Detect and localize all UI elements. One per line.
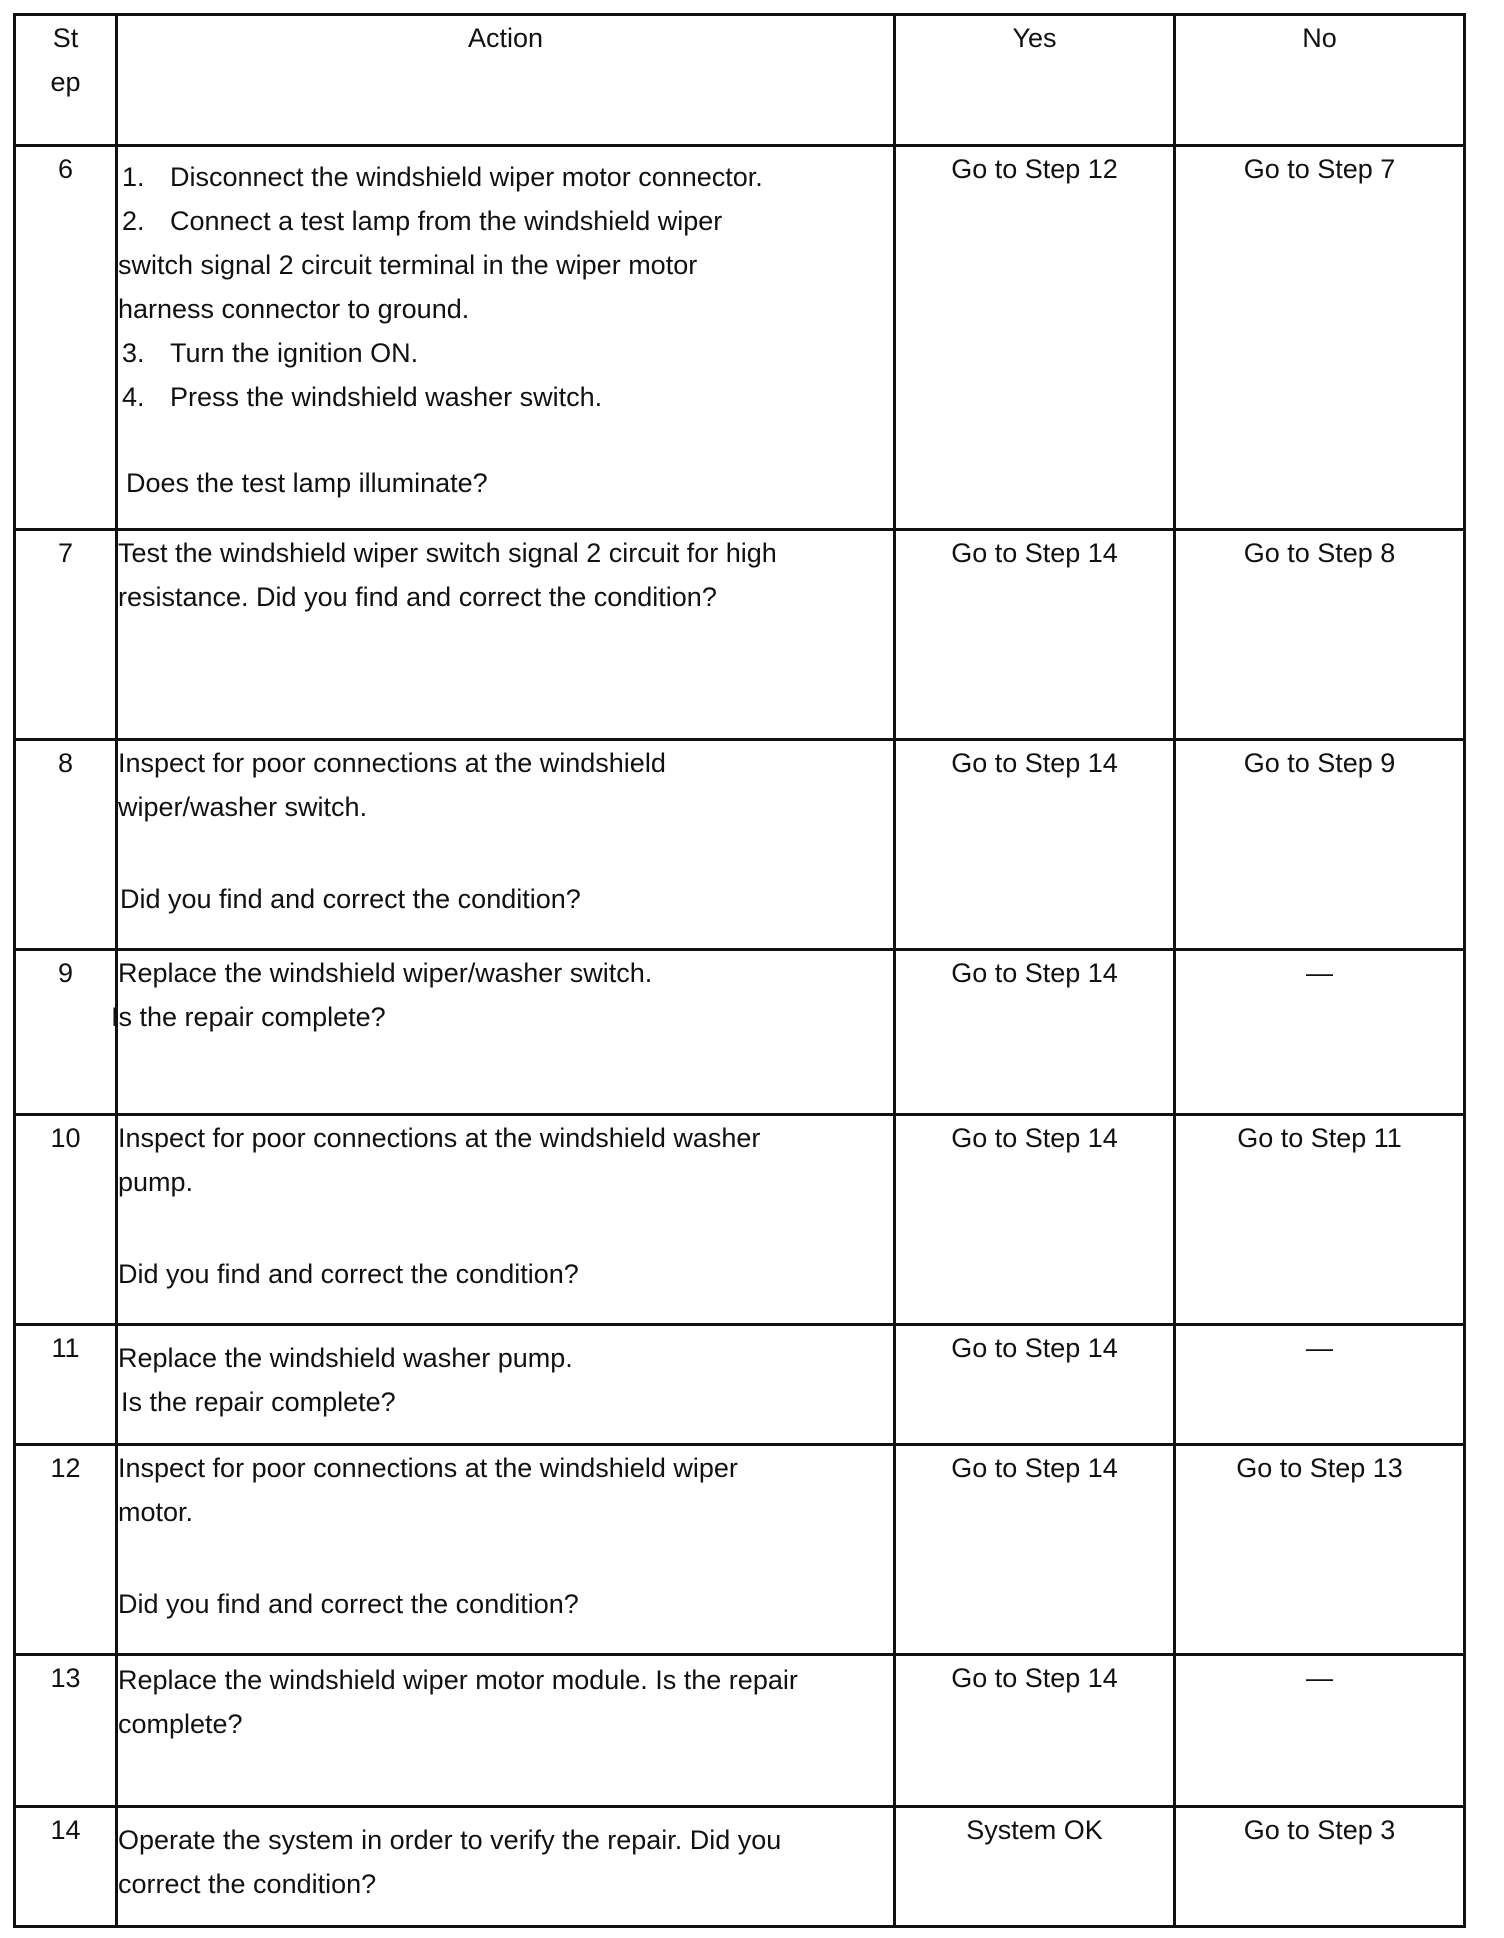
action-cell	[117, 1655, 895, 1807]
yes-cell: Go to Step 14	[895, 1325, 1175, 1445]
list-item	[118, 155, 893, 199]
table-row	[15, 530, 1465, 740]
question-text: Did you find and correct the condition?	[118, 1589, 579, 1619]
item-text: Disconnect the windshield wiper motor connector.	[170, 162, 763, 192]
step-number: 11	[15, 1325, 117, 1445]
yes-cell: Go to Step 14	[895, 1445, 1175, 1655]
action-cell	[117, 146, 895, 530]
table-header-row	[15, 15, 1465, 146]
step-number: 9	[15, 950, 117, 1115]
item-text: Turn the ignition ON.	[170, 338, 419, 368]
step-number: 14	[15, 1807, 117, 1927]
table-row	[15, 1325, 1465, 1445]
table-row	[15, 146, 1465, 530]
item-text: Press the windshield washer switch.	[170, 382, 603, 412]
no-cell: —	[1175, 1655, 1465, 1807]
table-row	[15, 740, 1465, 950]
action-cell	[117, 1807, 895, 1927]
action-cell	[111, 950, 895, 1115]
step-number: 13	[15, 1655, 117, 1807]
no-cell: —	[1175, 950, 1465, 1115]
diagnostic-table	[13, 13, 1466, 1928]
item-number: 3.	[122, 338, 145, 368]
item-number: 1.	[122, 162, 145, 192]
item-number: 4.	[122, 382, 145, 412]
no-cell: Go to Step 3	[1175, 1807, 1465, 1927]
action-text: Replace the windshield wiper motor module. Is the repair	[118, 1665, 798, 1695]
item-continuation: harness connector to ground.	[118, 294, 470, 324]
header-step-line2: ep	[50, 67, 81, 97]
header-yes: Yes	[895, 15, 1175, 146]
step-number: 12	[15, 1445, 117, 1655]
action-text: correct the condition?	[118, 1869, 377, 1899]
item-continuation: switch signal 2 circuit terminal in the wiper motor	[118, 250, 698, 280]
action-cell	[117, 1115, 895, 1325]
action-text: Inspect for poor connections at the windshield	[118, 748, 666, 778]
header-no: No	[1175, 15, 1465, 146]
no-cell: —	[1175, 1325, 1465, 1445]
item-number: 2.	[122, 206, 145, 236]
no-cell: Go to Step 7	[1175, 146, 1465, 530]
action-text: Inspect for poor connections at the windshield washer	[118, 1123, 761, 1153]
yes-cell: Go to Step 14	[895, 740, 1175, 950]
action-cell	[117, 740, 895, 950]
item-text: Connect a test lamp from the windshield wiper	[170, 206, 723, 236]
action-text: Is the repair complete?	[111, 1002, 386, 1032]
list-item	[118, 331, 893, 375]
action-text: Inspect for poor connections at the windshield wiper	[118, 1453, 738, 1483]
no-cell: Go to Step 11	[1175, 1115, 1465, 1325]
action-text: motor.	[118, 1497, 194, 1527]
table-row	[15, 1655, 1465, 1807]
action-text: complete?	[118, 1709, 243, 1739]
header-action: Action	[117, 15, 895, 146]
action-cell	[117, 530, 895, 740]
step-number: 7	[15, 530, 117, 740]
list-item	[118, 375, 893, 419]
yes-cell: System OK	[895, 1807, 1175, 1927]
list-item	[118, 199, 893, 243]
action-cell	[117, 1325, 895, 1445]
no-cell: Go to Step 9	[1175, 740, 1465, 950]
action-text: Replace the windshield washer pump.	[118, 1343, 573, 1373]
action-text: wiper/washer switch.	[118, 792, 368, 822]
no-cell: Go to Step 13	[1175, 1445, 1465, 1655]
step-number: 6	[15, 146, 117, 530]
action-cell	[117, 1445, 895, 1655]
table-row	[15, 1807, 1465, 1927]
table-row	[15, 950, 1465, 1115]
no-cell: Go to Step 8	[1175, 530, 1465, 740]
question-text: Did you find and correct the condition?	[118, 1259, 579, 1289]
action-text: Is the repair complete?	[121, 1387, 396, 1417]
yes-cell: Go to Step 14	[895, 950, 1175, 1115]
action-text: resistance. Did you find and correct the condition?	[118, 582, 717, 612]
table-row	[15, 1445, 1465, 1655]
header-step	[15, 15, 117, 146]
header-step-line1: St	[52, 23, 79, 53]
question-text: Does the test lamp illuminate?	[126, 468, 488, 498]
yes-cell: Go to Step 14	[895, 1115, 1175, 1325]
yes-cell: Go to Step 14	[895, 1655, 1175, 1807]
action-text: Replace the windshield wiper/washer switch.	[118, 958, 653, 988]
step-number: 8	[15, 740, 117, 950]
table-row	[15, 1115, 1465, 1325]
action-text: Test the windshield wiper switch signal 2 circuit for high	[118, 538, 777, 568]
yes-cell: Go to Step 12	[895, 146, 1175, 530]
yes-cell: Go to Step 14	[895, 530, 1175, 740]
action-text: pump.	[118, 1167, 194, 1197]
step-number: 10	[15, 1115, 117, 1325]
question-text: Did you find and correct the condition?	[120, 884, 581, 914]
action-text: Operate the system in order to verify the repair. Did you	[118, 1825, 782, 1855]
